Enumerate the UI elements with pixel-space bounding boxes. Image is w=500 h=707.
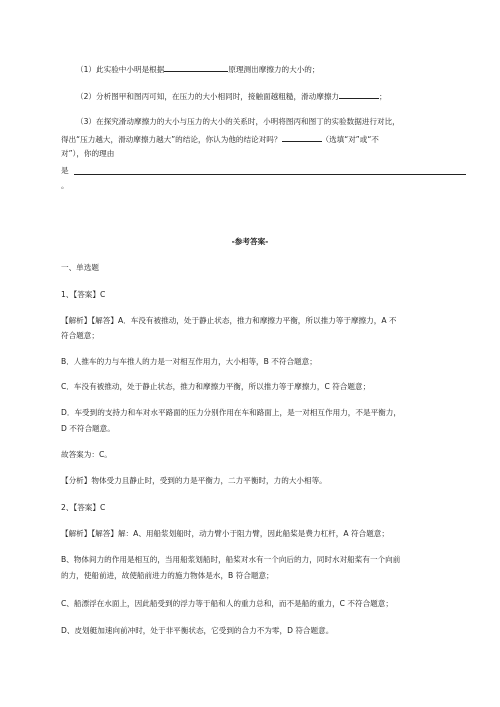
- answer-1-para-1: 【解析】【解答】A．车没有被推动，处于静止状态，推力和摩擦力平衡，所以推力等于摩擦力，A 不: [61, 316, 397, 325]
- question-2-post: ；: [379, 92, 387, 101]
- question-3-pre: 得出“压力越大，滑动摩擦力越大”的结论，你认为他的结论对吗？: [61, 135, 282, 144]
- answer-1-head: 1、【答案】C: [61, 290, 106, 299]
- answer-2-head: 2、【答案】C: [61, 503, 106, 512]
- question-3-line-1: （3）在探究滑动摩擦力的大小与压力的大小的关系时，小明将图丙和图丁的实验数据进行对比，: [76, 117, 400, 126]
- answer-1-para-2: B．人推车的力与车推人的力是一对相互作用力，大小相等，B 不符合题意；: [61, 357, 317, 366]
- answer-1-para-4b: D 不符合题意。: [61, 424, 115, 433]
- question-3-line-4: 是: [61, 166, 69, 175]
- answer-1-para-6: 【分析】物体受力且静止时，受到的力是平衡力，二力平衡时，力的大小相等。: [61, 476, 327, 485]
- question-3-line-5: 。: [61, 181, 69, 190]
- section-heading: 一、单选题: [61, 263, 99, 272]
- question-2: [76, 90, 387, 102]
- question-3-post: （选填“对”或“不: [321, 135, 379, 144]
- question-1-pre: （1）此实验中小明是根据: [76, 65, 165, 74]
- question-1-post: 原理测出摩擦力的大小的；: [228, 65, 320, 74]
- answer-2-para-1: 【解析】【解答】解：A、用船浆划船时，动力臂小于阻力臂，因此船桨是费力杠杆，A 符合题意；: [61, 529, 389, 538]
- question-1: [76, 63, 320, 75]
- answer-1-para-4: D．车受到的支持力和车对水平路面的压力分别作用在车和路面上，是一对相互作用力，不是平衡力，: [61, 408, 401, 417]
- question-3-line-2: [61, 133, 379, 145]
- answer-blank: [282, 133, 322, 142]
- answer-1-para-1b: 符合题意；: [61, 331, 99, 340]
- answer-1-para-3: C．车没有被推动，处于静止状态，推力和摩擦力平衡，所以推力等于摩擦力，C 符合题意；: [61, 382, 371, 391]
- answer-2-para-4: D、皮划艇加速向前冲时，处于非平衡状态，它受到的合力不为零，D 符合题意。: [61, 626, 334, 635]
- reason-blank: [74, 174, 466, 175]
- answer-blank: [339, 90, 379, 99]
- question-2-pre: （2）分析图甲和图丙可知，在压力的大小相同时，接触面越粗糙，滑动摩擦力: [76, 92, 340, 101]
- answers-title: -参考答案-: [231, 237, 269, 246]
- question-3-line-3: 对”），你的理由: [61, 149, 115, 158]
- answer-2-para-3: C、船漂浮在水面上，因此船受到的浮力等于船和人的重力总和，而不是船的重力，C 不符合题意；: [61, 599, 393, 608]
- answer-2-para-2b: 的力，使船前进，故使船前进力的施力物体是水，B 符合题意；: [61, 571, 274, 580]
- answer-blank: [164, 63, 228, 72]
- answer-1-para-5: 故答案为：C。: [61, 450, 112, 459]
- answer-2-para-2: B、物体间力的作用是相互的，当用船浆划船时，船桨对水有一个向后的力，同时水对船桨有一个向前: [61, 555, 401, 564]
